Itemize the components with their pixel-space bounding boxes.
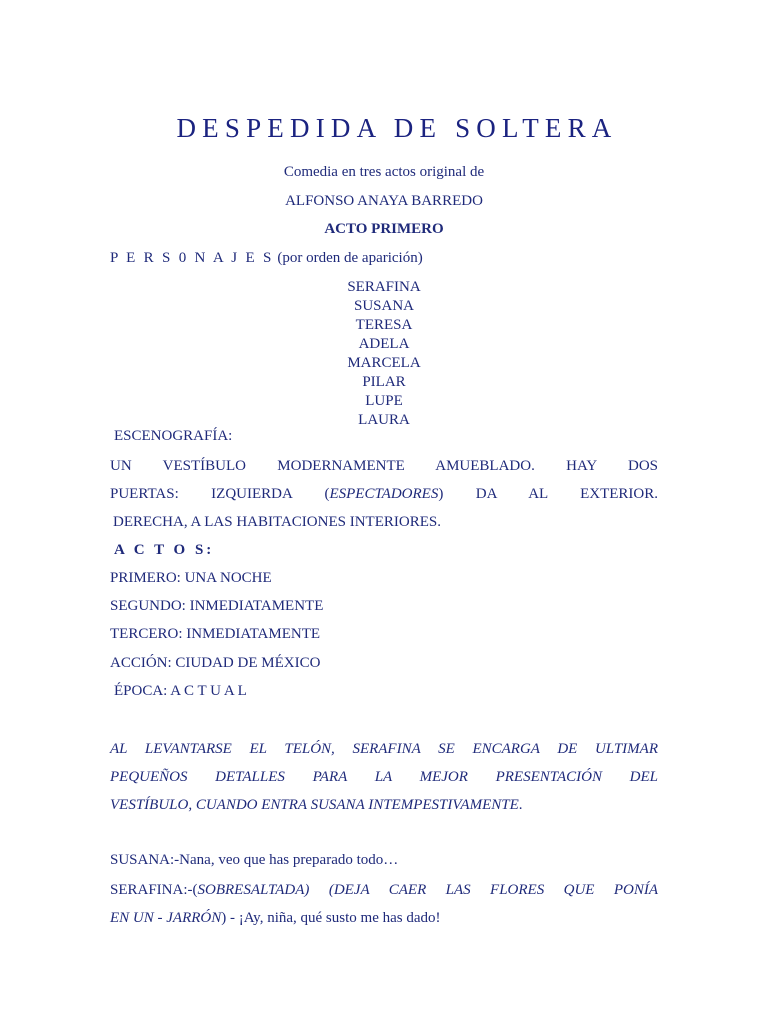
escenografia-description bbox=[110, 452, 658, 536]
text-fragment: SERAFINA:-( bbox=[110, 882, 198, 898]
cast-item: MARCELA bbox=[347, 355, 421, 371]
info-line: ACCIÓN: CIUDAD DE MÉXICO bbox=[110, 655, 321, 671]
stage-direction bbox=[110, 735, 658, 819]
dialogue-line bbox=[110, 876, 658, 932]
document-title: DESPEDIDA DE SOLTERA bbox=[176, 113, 618, 143]
escenografia-line: DERECHA, A LAS HABITACIONES INTERIORES. bbox=[113, 514, 441, 530]
cast-item: LUPE bbox=[365, 393, 403, 409]
personajes-label: P E R S 0 N A J E S bbox=[110, 250, 274, 266]
text-fragment: ) - ¡Ay, niña, qué susto me has dado! bbox=[221, 910, 441, 926]
text-fragment-italic: SOBRESALTADA) (DEJA CAER LAS FLORES QUE PONÍA bbox=[197, 882, 658, 898]
stage-line: PEQUEÑOS DETALLES PARA LA MEJOR PRESENTACIÓN DEL bbox=[110, 769, 658, 785]
document-author: ALFONSO ANAYA BARREDO bbox=[285, 193, 483, 209]
actos-heading: A C T O S: bbox=[114, 542, 215, 558]
text-fragment-italic: EN UN - JARRÓN bbox=[110, 910, 222, 926]
dialogue-text-line bbox=[110, 876, 658, 904]
text-fragment-italic: VESTÍBULO, CUANDO ENTRA SUSANA INTEMPESTIVAMENTE bbox=[110, 797, 519, 813]
escenografia-label: ESCENOGRAFÍA: bbox=[114, 428, 233, 444]
info-line: SEGUNDO: INMEDIATAMENTE bbox=[110, 598, 324, 614]
document-page bbox=[110, 0, 658, 1024]
cast-item: TERESA bbox=[355, 317, 413, 333]
personajes-note: (por orden de aparición) bbox=[273, 250, 423, 266]
text-fragment: PUERTAS: IZQUIERDA ( bbox=[110, 486, 330, 502]
dialogue-line: SUSANA:-Nana, veo que has preparado todo… bbox=[110, 852, 399, 868]
document-subtitle: Comedia en tres actos original de bbox=[283, 164, 485, 180]
text-fragment-italic: ESPECTADORES bbox=[329, 486, 439, 502]
info-line: ÉPOCA: A C T U A L bbox=[114, 683, 247, 699]
escenografia-line bbox=[110, 480, 658, 508]
cast-item: ADELA bbox=[358, 336, 410, 352]
personajes-heading bbox=[110, 250, 423, 267]
act-heading: ACTO PRIMERO bbox=[324, 221, 444, 237]
cast-list bbox=[110, 278, 658, 430]
info-line: TERCERO: INMEDIATAMENTE bbox=[110, 626, 321, 642]
stage-line: AL LEVANTARSE EL TELÓN, SERAFINA SE ENCARGA DE ULTIMAR bbox=[110, 741, 658, 757]
dialogue-text-line bbox=[110, 904, 658, 932]
stage-line bbox=[110, 791, 658, 819]
text-fragment: ) DA AL EXTERIOR. bbox=[438, 486, 658, 502]
cast-item: SERAFINA bbox=[347, 279, 421, 295]
cast-item: SUSANA bbox=[353, 298, 414, 314]
cast-item: LAURA bbox=[358, 412, 410, 428]
info-line: PRIMERO: UNA NOCHE bbox=[110, 570, 272, 586]
cast-item: PILAR bbox=[362, 374, 406, 390]
escenografia-line: UN VESTÍBULO MODERNAMENTE AMUEBLADO. HAY DOS bbox=[110, 458, 658, 474]
text-fragment: . bbox=[518, 797, 523, 813]
